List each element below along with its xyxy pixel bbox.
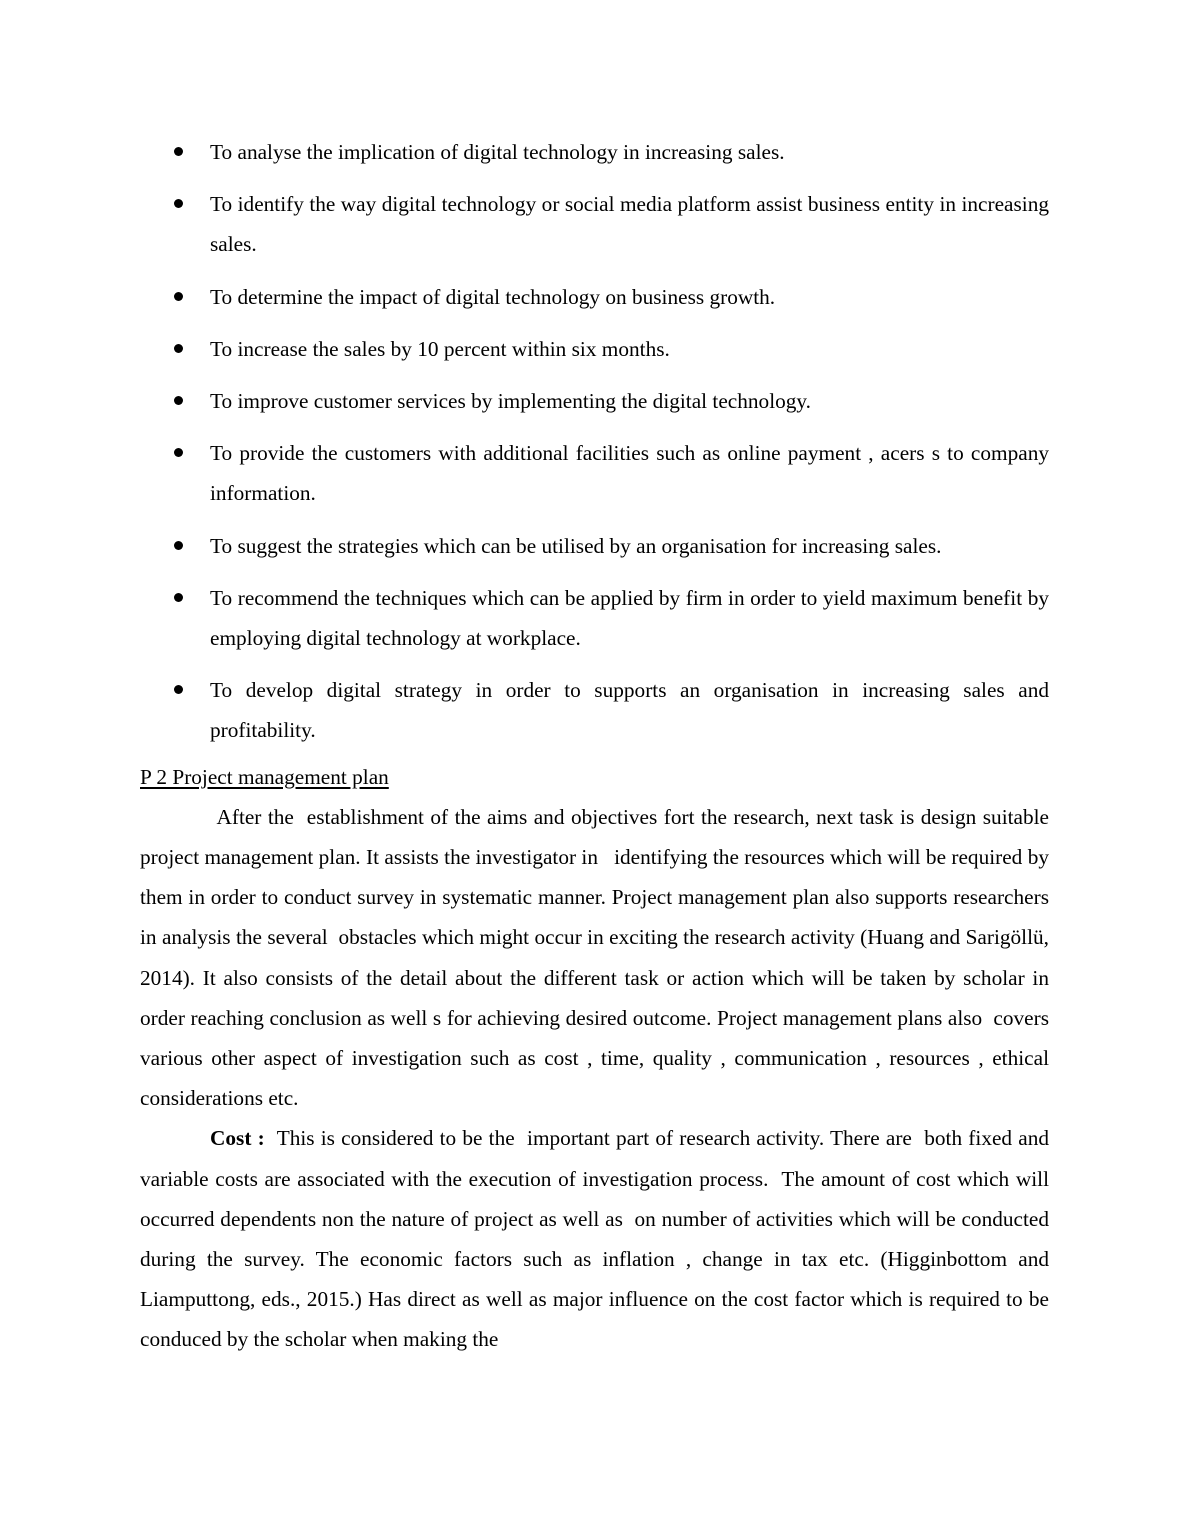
list-item [140, 277, 1049, 317]
objectives-list [140, 132, 1049, 751]
list-item [140, 526, 1049, 566]
list-item [140, 132, 1049, 172]
document-page [140, 132, 1060, 1360]
list-item [140, 433, 1049, 513]
bullet-icon [174, 199, 183, 208]
list-item [140, 184, 1049, 264]
objective-text: To provide the customers with additional facilities such as online payment , acers s to company information. [210, 441, 1049, 506]
objective-text: To develop digital strategy in order to supports an organisation in increasing sales and profitability. [210, 678, 1049, 743]
cost-label: Cost : [210, 1126, 265, 1151]
objective-text: To determine the impact of digital technology on business growth. [210, 284, 776, 309]
intro-paragraph: After the establishment of the aims and objectives fort the research, next task is design suitable project management plan. It assists the investigator in identifying the resources which will be required by them in order to conduct survey in systematic manner. Project management plan also supports researchers in analysis the several obstacles which might occur in exciting the research activity (Huang and Sarigöllü, 2014). It also consists of the detail about the different task or action which will be taken by scholar in order reaching conclusion as well s for achieving desired outcome. Project management plans also covers various other aspect of investigation such as cost , time, quality , communication , resources , ethical considerations etc. [140, 804, 1055, 1111]
list-item [140, 670, 1049, 750]
bullet-icon [174, 292, 183, 301]
section-heading: P 2 Project management plan [140, 764, 389, 789]
list-item [140, 329, 1049, 369]
objective-text: To recommend the techniques which can be applied by firm in order to yield maximum benefit by employing digital technology at workplace. [210, 585, 1049, 651]
cost-text: This is considered to be the important part of research activity. There are both fixed and variable costs are associated with the execution of investigation process. The amount of cost which will occurred dependents non the nature of project as well as on number of activities which will be conducted during the survey. The economic factors such as inflation , change in tax etc. (Higginbottom and Liamputtong, eds., 2015.) Has direct as well as major influence on the cost factor which is required to be conduced by the scholar when making the [140, 1126, 1060, 1352]
objective-text: To suggest the strategies which can be utilised by an organisation for increasing sales. [210, 533, 942, 558]
objective-text: To improve customer services by implementing the digital technology. [210, 389, 811, 414]
bullet-icon [174, 541, 183, 550]
list-item [140, 578, 1049, 658]
bullet-icon [174, 396, 183, 405]
list-item [140, 381, 1049, 421]
objective-text: To increase the sales by 10 percent within six months. [210, 336, 670, 361]
bullet-icon [174, 344, 183, 353]
cost-paragraph [140, 1118, 1060, 1359]
bullet-icon [174, 685, 183, 694]
objective-text: To analyse the implication of digital technology in increasing sales. [210, 140, 785, 164]
bullet-icon [174, 147, 183, 156]
bullet-icon [174, 448, 183, 457]
bullet-icon [174, 593, 183, 602]
objective-text: To identify the way digital technology or social media platform assist business entity in increasing sales. [210, 192, 1049, 257]
